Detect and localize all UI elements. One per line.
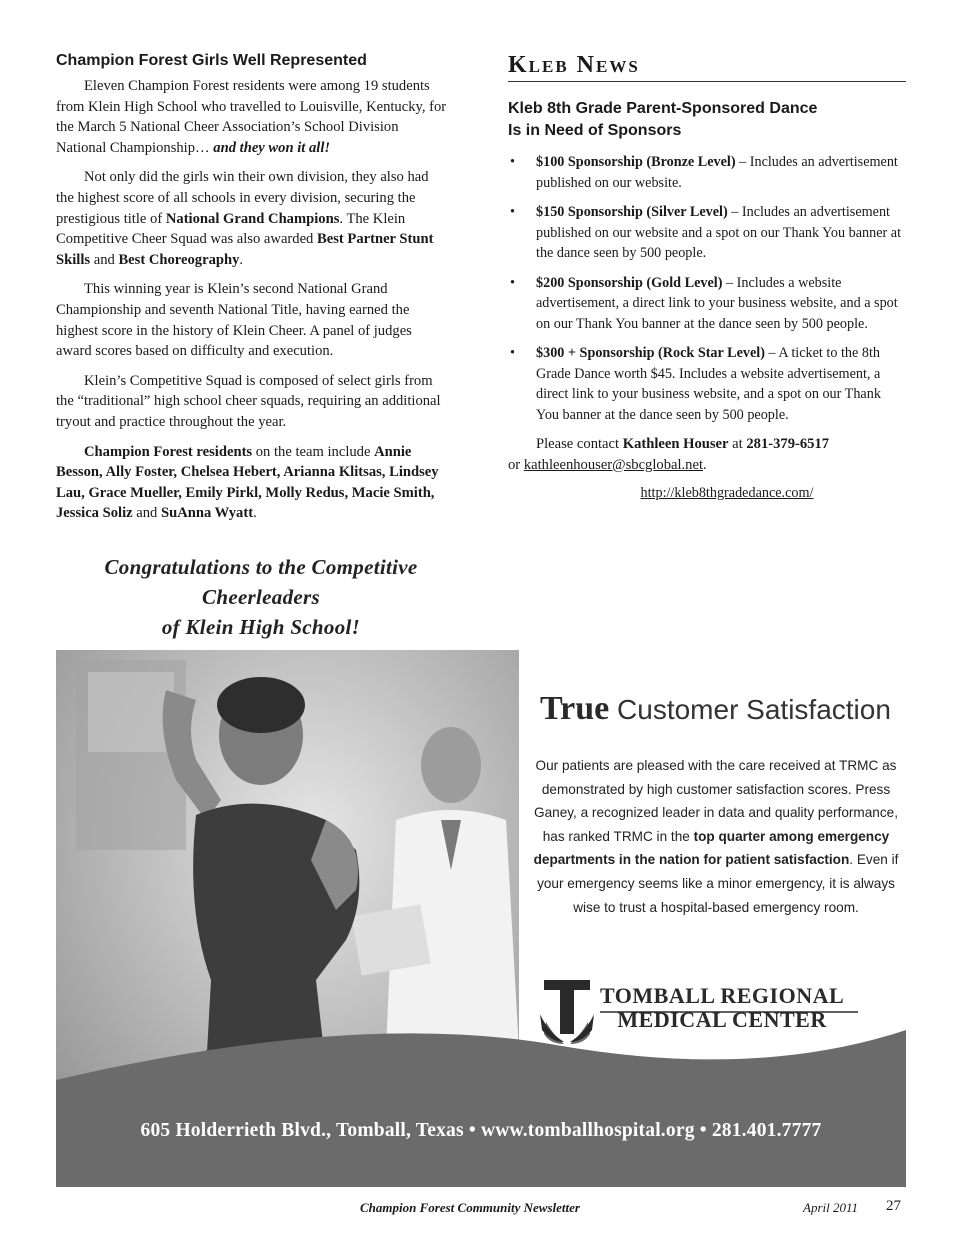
cheer-p2-bold-1: National Grand Champions: [165, 210, 340, 227]
ad-headline: [540, 690, 891, 728]
cheer-paragraph-1: [56, 76, 448, 158]
sponsorship-level: $150 Sponsorship (Silver Level): [536, 204, 728, 220]
sponsorship-level: $200 Sponsorship (Gold Level): [536, 274, 723, 291]
ad-body-a: Our patients are pleased with the care received at TRMC as demonstrated by high customer satisfaction scores. Press Ganey, a recognized leader in data and quality performance, has ranked TRMC in the: [534, 758, 898, 844]
dance-website-link[interactable]: http://kleb8thgradedance.com/: [640, 485, 814, 501]
cheer-paragraph-5: [56, 442, 448, 524]
logo-line-1: TOMBALL REGIONAL: [600, 983, 845, 1008]
bullet-icon: •: [510, 204, 515, 220]
sponsorship-item: [508, 343, 906, 425]
sponsorship-desc: – A ticket to the 8th Grade Dance worth $45. Includes a website advertisement, a direct link to your business website, and a spot on our Thank You banner at the dance seen by 500 people.: [536, 345, 881, 423]
cheer-p2-text-d: and: [90, 251, 119, 268]
cheer-p1-text: Eleven Champion Forest residents were among 19 students from Klein High School who travelled to Louisville, Kentucky, for the March 5 National Cheer Association’s School Division National Championship…: [56, 78, 447, 156]
ad-headline-true: True: [540, 690, 610, 727]
bullet-icon: •: [510, 345, 515, 361]
congrats-line-2: of Klein High School!: [161, 615, 361, 639]
cheer-p2-bold-2: Best Partner Stunt Skills: [56, 231, 434, 268]
bullet-icon: •: [510, 274, 515, 291]
cheer-p2-bold-3: Best Choreography: [118, 251, 240, 268]
sponsorship-item: [508, 273, 906, 335]
cheer-p5-bold-1: Champion Forest residents: [84, 443, 253, 460]
ad-body-c: . Even if your emergency seems like a minor emergency, it is always wise to trust a hospital-based emergency room.: [537, 852, 899, 915]
congratulations-script: [56, 552, 466, 642]
cheer-p1-emphasis: and they won it all!: [213, 139, 331, 156]
bullet-icon: •: [510, 154, 515, 170]
contact-end: .: [703, 456, 707, 473]
cheer-paragraph-3: This winning year is Klein’s second National Grand Championship and seventh National Title, having earned the highest score in the history of Klein Cheer. A panel of judges award scores based on difficulty and execution.: [56, 281, 412, 360]
dance-title-line-2: Is in Need of Sponsors: [508, 122, 682, 139]
page-number: 27: [886, 1198, 901, 1214]
congrats-line-1: Congratulations to the Competitive Cheerleaders: [104, 555, 418, 609]
newsletter-name: Champion Forest Community Newsletter: [360, 1200, 580, 1215]
cheer-article: [56, 52, 448, 533]
dance-article-title: [508, 98, 906, 142]
contact-phone: 281-379-6517: [746, 436, 830, 452]
cheer-p2-text-a: Not only did the girls win their own division, they also had the highest score of all schools in every division, securing the prestigious title of: [56, 169, 429, 227]
sponsorship-item: [508, 202, 906, 264]
contact-name: Kathleen Houser: [622, 436, 729, 452]
cheer-p5-and: and: [132, 505, 161, 522]
sponsorship-list: [508, 152, 906, 425]
trmc-logo-text: [600, 984, 844, 1032]
logo-line-2: MEDICAL CENTER: [617, 1007, 827, 1032]
contact-paragraph: [508, 434, 906, 475]
contact-or: or: [508, 456, 524, 473]
cheer-p5-text-a: on the team include: [252, 443, 375, 460]
cheer-resident-names: Annie Besson, Ally Foster, Chelsea Hebert, Arianna Klitsas, Lindsey Lau, Grace Mueller, Emily Pirkl, Molly Redus, Macie Smith, Jessica Soliz: [56, 443, 439, 522]
contact-pre: Please contact: [536, 436, 623, 452]
sponsorship-item: [508, 152, 906, 193]
cheer-p2-text-c: . The Klein Competitive Cheer Squad was also awarded: [56, 210, 406, 248]
ad-headline-rest: Customer Satisfaction: [609, 694, 891, 725]
sponsorship-level: $100 Sponsorship (Bronze Level): [536, 154, 736, 170]
kleb-news-section: [508, 52, 906, 502]
sponsorship-level: $300 + Sponsorship (Rock Star Level): [536, 345, 765, 361]
cheer-paragraph-2: [56, 167, 448, 270]
cheer-p5-end: .: [253, 505, 257, 522]
ad-body-text: [530, 754, 902, 919]
issue-date: April 2011: [803, 1200, 859, 1215]
contact-mid: at: [728, 436, 747, 452]
hospital-contact-line: 605 Holderrieth Blvd., Tomball, Texas • www.tomballhospital.org • 281.401.7777: [140, 1120, 822, 1141]
sponsorship-desc: – Includes an advertisement published on our website and a spot on our Thank You banner at the dance seen by 500 people.: [536, 204, 902, 261]
cheer-resident-last: SuAnna Wyatt: [161, 505, 254, 522]
hospital-advertisement: [56, 650, 906, 1187]
ad-body-bold: top quarter among emergency departments in the nation for patient satisfaction: [533, 828, 890, 868]
kleb-news-title: Kleb News: [508, 52, 906, 82]
dance-title-line-1: Kleb 8th Grade Parent-Sponsored Dance: [508, 100, 818, 117]
contact-email-link[interactable]: kathleenhouser@sbcglobal.net: [523, 456, 703, 473]
sponsorship-desc: – Includes an advertisement published on our website.: [536, 154, 898, 191]
sponsorship-desc: – Includes a website advertisement, a direct link to your business website, and a spot on our Thank You banner at the dance seen by 500 people.: [536, 274, 898, 332]
cheer-paragraph-4: Klein’s Competitive Squad is composed of select girls from the “traditional” high school cheer squads, requiring an additional tryout and practice throughout the year.: [56, 372, 441, 430]
cheer-article-heading: Champion Forest Girls Well Represented: [56, 52, 367, 69]
cheer-p2-text-e: .: [239, 251, 244, 268]
